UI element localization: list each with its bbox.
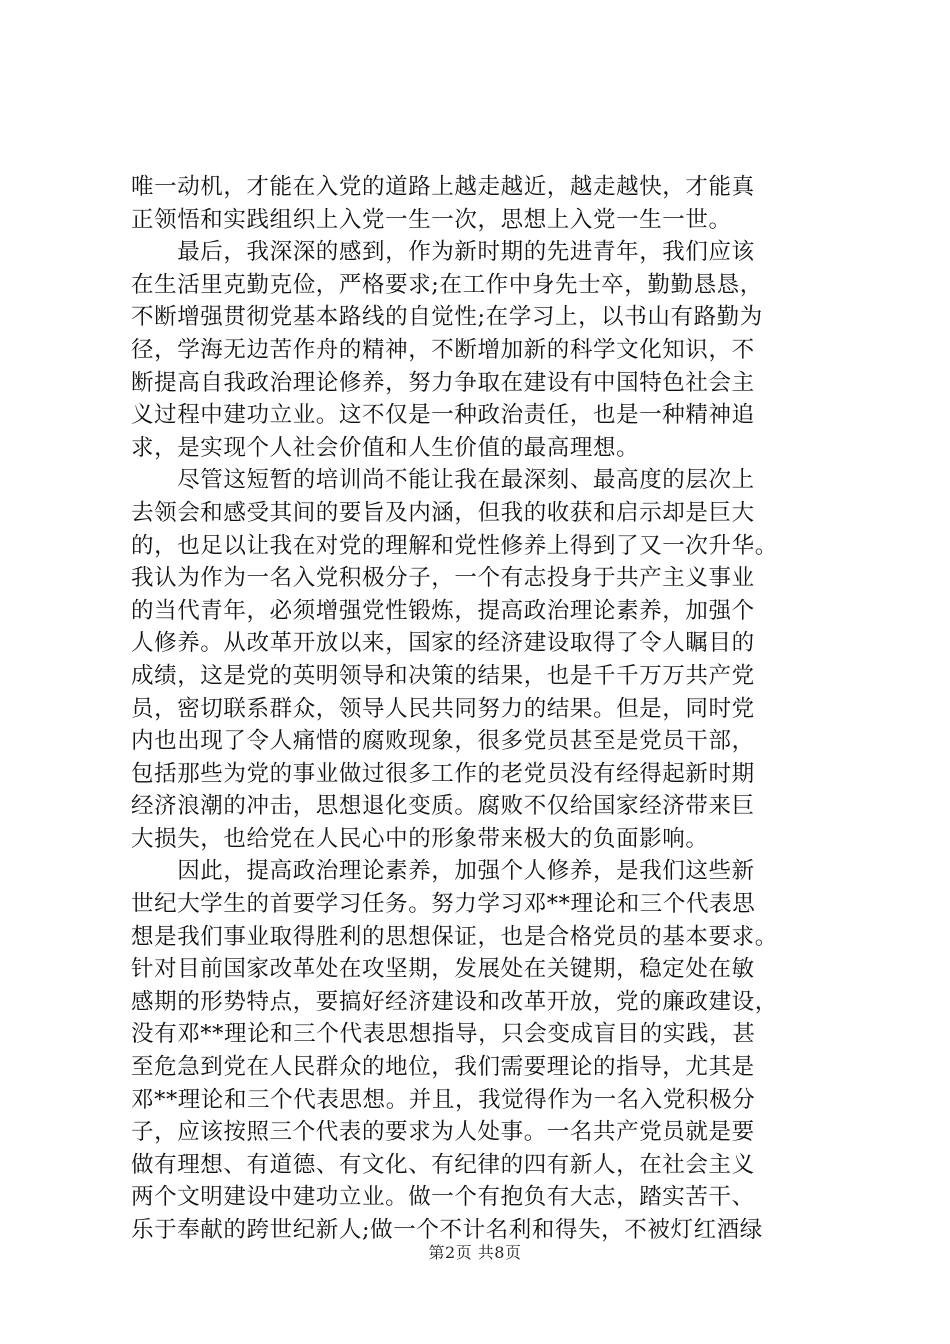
text-line: 员，密切联系群众，领导人民共同努力的结果。但是，同时党 (131, 695, 755, 722)
text-line: 人修养。从改革开放以来，国家的经济建设取得了令人瞩目的 (131, 630, 755, 657)
text-line: 子，应该按照三个代表的要求为人处事。一名共产党员就是要 (131, 1119, 755, 1146)
text-line: 针对目前国家改革处在攻坚期，发展处在关键期，稳定处在敏 (131, 956, 755, 983)
text-line: 包括那些为党的事业做过很多工作的老党员没有经得起新时期 (131, 760, 755, 787)
text-line: 断提高自我政治理论修养，努力争取在建设有中国特色社会主 (131, 369, 755, 396)
paragraph-start-line: 尽管这短暂的培训尚不能让我在最深刻、最高度的层次上 (131, 467, 755, 494)
document-body (131, 171, 836, 1247)
text-line: 邓**理论和三个代表思想。并且，我觉得作为一名入党积极分 (131, 1086, 756, 1113)
text-line: 做有理想、有道德、有文化、有纪律的四有新人，在社会主义 (131, 1151, 755, 1178)
text-line: 在生活里克勤克俭，严格要求;在工作中身先士卒，勤勤恳恳， (131, 271, 763, 298)
page-number-footer: 第2页 共8页 (428, 1243, 522, 1262)
text-line: 唯一动机，才能在入党的道路上越走越近，越走越快，才能真 (131, 174, 755, 200)
text-line: 至危急到党在人民群众的地位，我们需要理论的指导，尤其是 (131, 1054, 755, 1081)
text-line: 成绩，这是党的英明领导和决策的结果，也是千千万万共产党 (131, 662, 755, 689)
text-line: 径，学海无边苦作舟的精神，不断增加新的科学文化知识，不 (131, 336, 755, 363)
text-line: 的当代青年，必须增强党性锻炼，提高政治理论素养，加强个 (131, 597, 755, 624)
text-line: 义过程中建功立业。这不仅是一种政治责任，也是一种精神追 (131, 402, 755, 429)
text-line: 内也出现了令人痛惜的腐败现象，很多党员甚至是党员干部， (131, 728, 755, 755)
text-line: 两个文明建设中建功立业。做一个有抱负有大志，踏实苦干、 (131, 1184, 755, 1211)
text-line: 想是我们事业取得胜利的思想保证，也是合格党员的基本要求。 (131, 923, 778, 950)
text-line: 没有邓**理论和三个代表思想指导，只会变成盲目的实践，甚 (131, 1021, 756, 1048)
text-line: 的，也足以让我在对党的理解和党性修养上得到了又一次升华。 (131, 532, 778, 559)
text-line: 正领悟和实践组织上入党一生一次，思想上入党一生一世。 (131, 206, 732, 233)
text-line: 我认为作为一名入党积极分子，一个有志投身于共产主义事业 (131, 565, 755, 592)
text-line: 感期的形势特点，要搞好经济建设和改革开放，党的廉政建设， (131, 988, 778, 1015)
text-line: 求，是实现个人社会价值和人生价值的最高理想。 (131, 434, 640, 461)
text-line: 不断增强贯彻党基本路线的自觉性;在学习上，以书山有路勤为 (131, 304, 763, 331)
text-line: 世纪大学生的首要学习任务。努力学习邓**理论和三个代表思 (131, 891, 756, 918)
paragraph-start-line: 最后，我深深的感到，作为新时期的先进青年，我们应该 (131, 239, 755, 266)
text-line: 乐于奉献的跨世纪新人;做一个不计名利和得失，不被灯红酒绿 (131, 1217, 763, 1243)
text-line: 大损失，也给党在人民心中的形象带来极大的负面影响。 (131, 825, 709, 852)
text-line: 经济浪潮的冲击，思想退化变质。腐败不仅给国家经济带来巨 (131, 793, 755, 820)
paragraph-start-line: 因此，提高政治理论素养，加强个人修养，是我们这些新 (131, 858, 755, 885)
text-line: 去领会和感受其间的要旨及内涵，但我的收获和启示却是巨大 (131, 499, 755, 526)
